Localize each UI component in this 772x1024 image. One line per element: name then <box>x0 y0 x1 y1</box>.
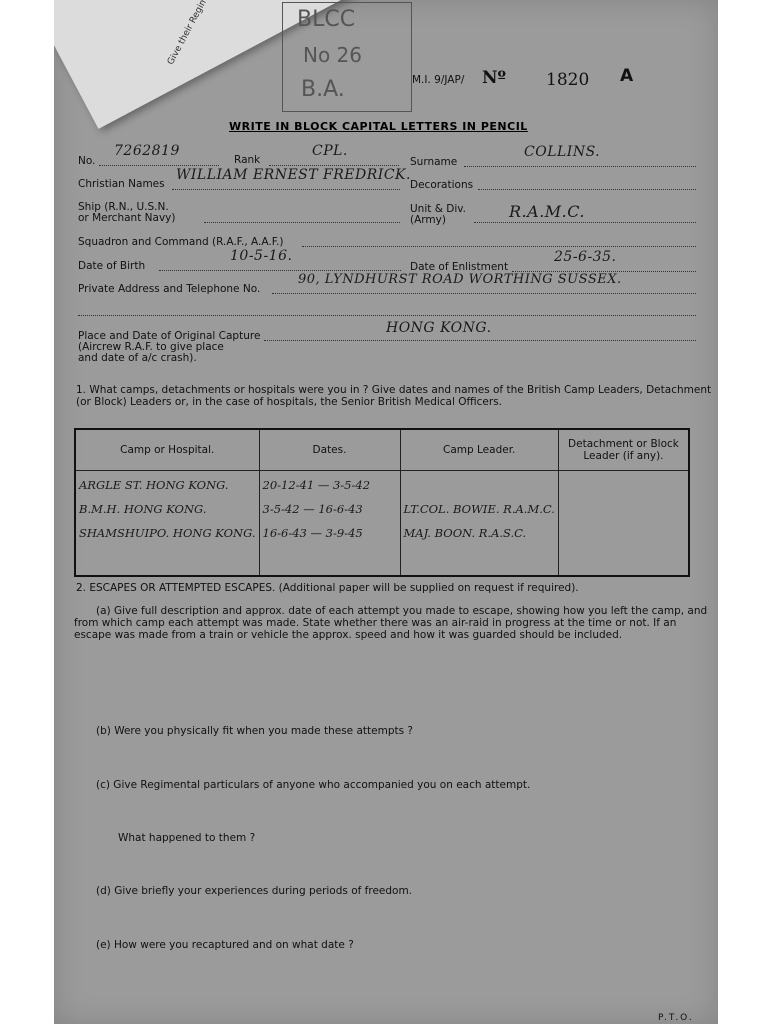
dates-entry-1: 20-12-41 — 3-5-42 <box>262 478 371 492</box>
detachment-column-cell <box>558 471 689 577</box>
number-symbol: Nº <box>482 68 507 88</box>
form-number: 1820 <box>546 70 590 90</box>
no-value: 7262819 <box>114 143 180 159</box>
camp-entry-1: ARGLE ST. HONG KONG. <box>79 478 229 492</box>
stamp-line-2: No 26 <box>303 43 363 67</box>
table-header-row <box>75 429 689 471</box>
capture-value: HONG KONG. <box>386 320 492 336</box>
detachment-entry-3 <box>562 521 685 545</box>
stamp-line-3: B.A. <box>301 77 345 102</box>
decorations-label: Decorations <box>410 179 474 191</box>
dob-value: 10-5-16. <box>230 248 293 264</box>
squadron-label: Squadron and Command (R.A.F., A.A.F.) <box>78 236 284 248</box>
no-label: No. <box>78 155 96 167</box>
office-stamp <box>282 2 412 112</box>
ship-label-1: Ship (R.N., U.S.N. <box>78 201 169 213</box>
dob-label: Date of Birth <box>78 260 146 272</box>
section1-question-line2: (or Block) Leaders or, in the case of hospitals, the Senior British Medical Officers. <box>76 396 503 408</box>
pto-label: P.T.O. <box>658 1013 694 1023</box>
capture-label-3: and date of a/c crash). <box>78 352 197 364</box>
question-b: (b) Were you physically fit when you made these attempts ? <box>96 725 413 737</box>
table-body-row <box>75 471 689 577</box>
unit-label-2: (Army) <box>410 214 446 226</box>
camp-entry-2: B.M.H. HONG KONG. <box>79 502 207 516</box>
question-d: (d) Give briefly your experiences during periods of freedom. <box>96 885 413 897</box>
rank-value: CPL. <box>312 143 348 159</box>
question-a-line2: from which camp each attempt was made. State whether there was an air-raid in progress at the time or not. If an <box>74 617 677 629</box>
detachment-entry-2 <box>562 497 685 521</box>
capture-label-2: (Aircrew R.A.F. to give place <box>78 341 224 353</box>
column-header-camp: Camp or Hospital. <box>75 429 259 471</box>
surname-label: Surname <box>410 156 458 168</box>
leader-entry-1 <box>404 473 555 497</box>
column-header-camp-leader: Camp Leader. <box>400 429 558 471</box>
question-c: (c) Give Regimental particulars of anyone who accompanied you on each attempt. <box>96 779 531 791</box>
leader-entry-2: LT.COL. BOWIE. R.A.M.C. <box>403 502 555 516</box>
surname-value: COLLINS. <box>524 144 601 160</box>
stamp-line-1: BLCC <box>297 7 356 32</box>
question-c-sub: What happened to them ? <box>118 832 256 844</box>
dates-entry-3: 16-6-43 — 3-9-45 <box>262 526 363 540</box>
capture-label-1: Place and Date of Original Capture <box>78 330 261 342</box>
form-sheet <box>54 0 718 1024</box>
unit-value: R.A.M.C. <box>509 202 585 221</box>
section2-heading: 2. ESCAPES OR ATTEMPTED ESCAPES. (Additional paper will be supplied on request if required). <box>76 582 579 594</box>
detachment-entry-1 <box>562 473 685 497</box>
christian-names-value: WILLIAM ERNEST FREDRICK. <box>176 167 411 183</box>
unit-label-1: Unit & Div. <box>410 203 466 215</box>
ref-code: M.I. 9/JAP/ <box>412 74 465 86</box>
address-value: 90, LYNDHURST ROAD WORTHING SUSSEX. <box>298 272 622 287</box>
question-e: (e) How were you recaptured and on what date ? <box>96 939 354 951</box>
enlistment-value: 25-6-35. <box>554 249 617 265</box>
question-a-line3: escape was made from a train or vehicle the approx. speed and how it was guarded should be included. <box>74 629 623 641</box>
leader-entry-3: MAJ. BOON. R.A.S.C. <box>403 526 527 540</box>
form-letter: A <box>620 66 634 86</box>
enlistment-label: Date of Enlistment <box>410 261 509 273</box>
camps-table <box>74 428 690 577</box>
column-header-dates: Dates. <box>259 429 400 471</box>
rank-label: Rank <box>234 154 261 166</box>
form-title: WRITE IN BLOCK CAPITAL LETTERS IN PENCIL <box>229 120 528 133</box>
leader-column-cell <box>400 471 558 577</box>
address-label: Private Address and Telephone No. <box>78 283 261 295</box>
dates-entry-2: 3-5-42 — 16-6-43 <box>262 502 363 516</box>
christian-names-label: Christian Names <box>78 178 165 190</box>
ship-label-2: or Merchant Navy) <box>78 212 176 224</box>
camp-column-cell <box>75 471 259 577</box>
question-a-line1: (a) Give full description and approx. date of each attempt you made to escape, showing how you left the camp, and <box>96 605 708 617</box>
dates-column-cell <box>259 471 400 577</box>
column-header-detachment: Detachment or Block Leader (if any). <box>558 429 689 471</box>
section1-question-line1: 1. What camps, detachments or hospitals were you in ? Give dates and names of the British Camp Leaders, Detachment <box>76 384 712 396</box>
camp-entry-3: SHAMSHUIPO. HONG KONG. <box>79 526 256 540</box>
